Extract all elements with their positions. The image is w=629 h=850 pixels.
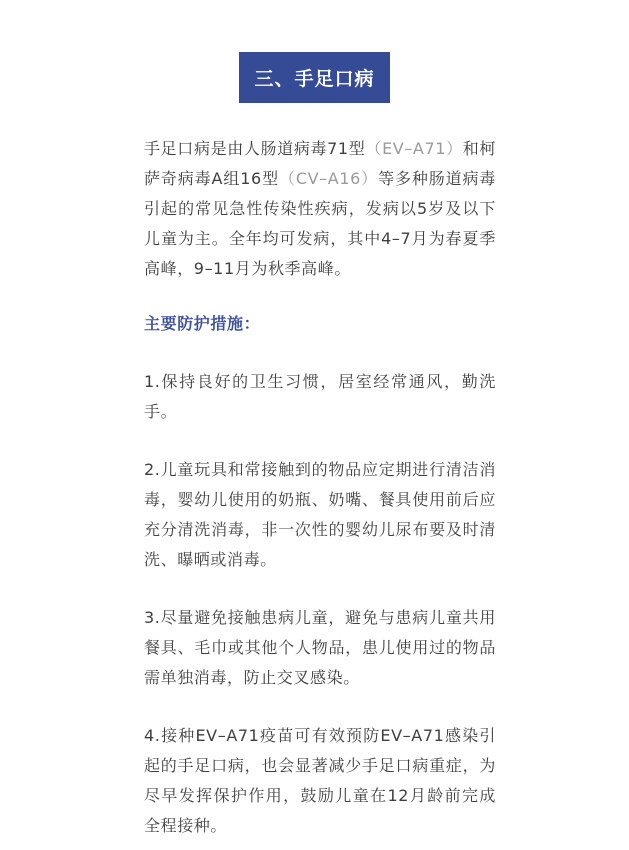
virus-code-ev-a71: （EV–A71） xyxy=(365,139,463,158)
measure-item-4: 4.接种EV–A71疫苗可有效预防EV–A71感染引起的手足口病，也会显著减少手足口病重症，为尽早发挥保护作用，鼓励儿童在12月龄前完成全程接种。 xyxy=(144,726,496,835)
virus-code-cv-a16: （CV–A16） xyxy=(278,169,379,188)
measure-item-1: 1.保持良好的卫生习惯，居室经常通风，勤洗手。 xyxy=(144,372,496,421)
section-heading-box xyxy=(239,52,390,103)
measures-heading: 主要防护措施： xyxy=(144,314,261,333)
intro-paragraph xyxy=(144,134,496,284)
measure-item-3: 3.尽量避免接触患病儿童，避免与患病儿童共用餐具、毛巾或其他个人物品，患儿使用过的物品需单独消毒，防止交叉感染。 xyxy=(144,608,496,687)
measure-item-2: 2.儿童玩具和常接触到的物品应定期进行清洁消毒，婴幼儿使用的奶瓶、奶嘴、餐具使用前后应充分清洗消毒，非一次性的婴幼儿尿布要及时清洗、曝晒或消毒。 xyxy=(144,460,496,569)
intro-text-1: 手足口病是由人肠道病毒71型 xyxy=(144,139,366,158)
section-heading-title: 三、手足口病 xyxy=(254,68,375,90)
intro-text-2: 和柯萨奇病毒A组16型 xyxy=(144,139,496,188)
intro-text-3: 等多种肠道病毒引起的常见急性传染性疾病，发病以5岁及以下儿童为主。全年均可发病，其中4–7月为春夏季高峰，9–11月为秋季高峰。 xyxy=(144,169,496,278)
